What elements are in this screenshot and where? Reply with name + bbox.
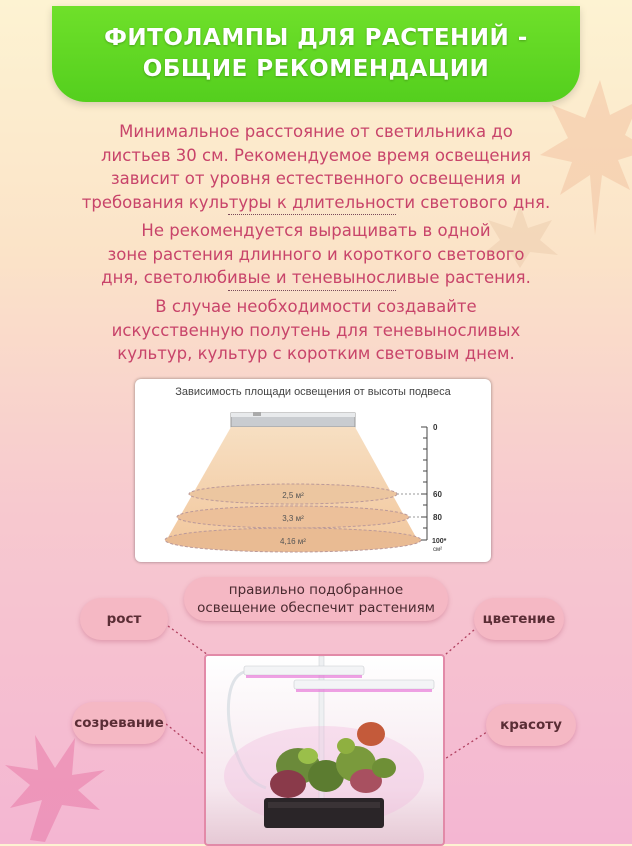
benefit-growth: рост <box>80 598 168 640</box>
paragraph-zones: Не рекомендуется выращивать в одной зоне растения длинного и короткого светового дня, светолюбивые и теневыносливые растения. <box>101 221 531 287</box>
paragraph-shade: В случае необходимости создавайте искусственную полутень для теневыносливых культур, культур с коротким световым днем. <box>111 297 521 363</box>
height-scale <box>421 427 427 540</box>
scale-label-80: 80 <box>433 513 442 522</box>
maple-leaf-bottom-left <box>0 730 110 844</box>
scale-label-0: 0 <box>433 423 438 432</box>
center-benefit-label: правильно подобранное освещение обеспечит растениям <box>184 577 448 621</box>
benefit-beauty: красоту <box>486 704 576 746</box>
lighting-area-diagram <box>135 379 491 562</box>
benefit-ripening: созревание <box>72 702 166 744</box>
benefit-flowering: цветение <box>474 598 564 640</box>
page-title: ФИТОЛАМПЫ ДЛЯ РАСТЕНИЙ - ОБЩИЕ РЕКОМЕНДАЦИИ <box>104 25 528 82</box>
scale-label-60: 60 <box>433 490 442 499</box>
area-label-1: 2,5 м² <box>282 491 304 500</box>
area-label-2: 3,3 м² <box>282 514 304 523</box>
divider-2 <box>228 290 396 291</box>
grow-light-photo <box>204 654 445 846</box>
scale-label-100: 100* <box>432 538 447 545</box>
diagram-title: Зависимость площади освещения от высоты подвеса <box>175 386 451 398</box>
scale-unit: см² <box>433 547 443 553</box>
area-label-3: 4,16 м² <box>280 537 306 546</box>
page-header <box>52 6 580 102</box>
paragraph-distance: Минимальное расстояние от светильника до листьев 30 см. Рекомендуемое время освещения зависит от уровня естественного освещения и требования культуры к длительности светового дня. <box>81 122 551 212</box>
lamp-bar-icon <box>244 666 434 692</box>
divider-1 <box>228 214 396 215</box>
